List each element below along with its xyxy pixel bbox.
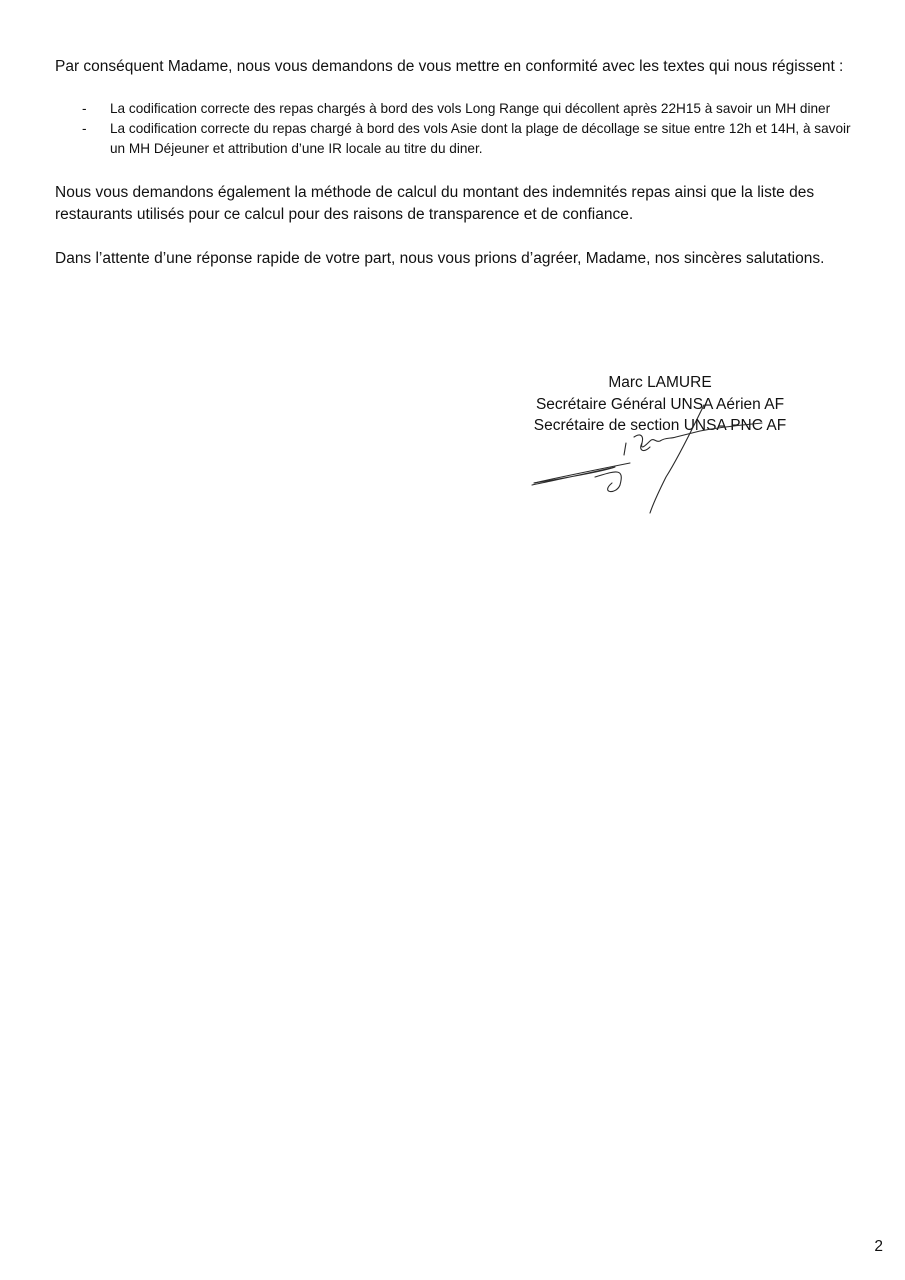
- bullet-marker: -: [82, 101, 87, 116]
- signatory-name: Marc LAMURE: [608, 374, 712, 391]
- bullet-marker: -: [82, 121, 87, 136]
- list-item: [55, 99, 855, 119]
- requirements-list: [55, 99, 855, 159]
- list-item: [55, 119, 855, 159]
- page-number: 2: [874, 1238, 883, 1255]
- signatory-title-general: Secrétaire Général UNSA Aérien AF: [535, 395, 785, 413]
- paragraph-calculation-method: Nous vous demandons également la méthode de calcul du montant des indemnités repas ainsi que la liste des restaurants utilisés pour ce calcul pour des raisons de transparence et de confiance.: [55, 184, 815, 223]
- list-item-text: La codification correcte des repas chargés à bord des vols Long Range qui décollent après 22H15 à savoir un MH diner: [110, 101, 831, 116]
- list-item-text: La codification correcte du repas chargé à bord des vols Asie dont la plage de décollage se situe entre 12h et 14H, à savoir un MH Déjeuner et attribution d’une IR locale au titre du diner.: [110, 121, 851, 156]
- paragraph-closing: Dans l’attente d’une réponse rapide de votre part, nous vous prions d’agréer, Madame, nos sincères salutations.: [55, 250, 825, 267]
- signatory-title-section: Secrétaire de section UNSA PNC AF: [533, 417, 787, 434]
- handwritten-signature: [520, 385, 780, 525]
- paragraph-conformity-request: Par conséquent Madame, nous vous demandons de vous mettre en conformité avec les textes qui nous régissent :: [55, 58, 844, 75]
